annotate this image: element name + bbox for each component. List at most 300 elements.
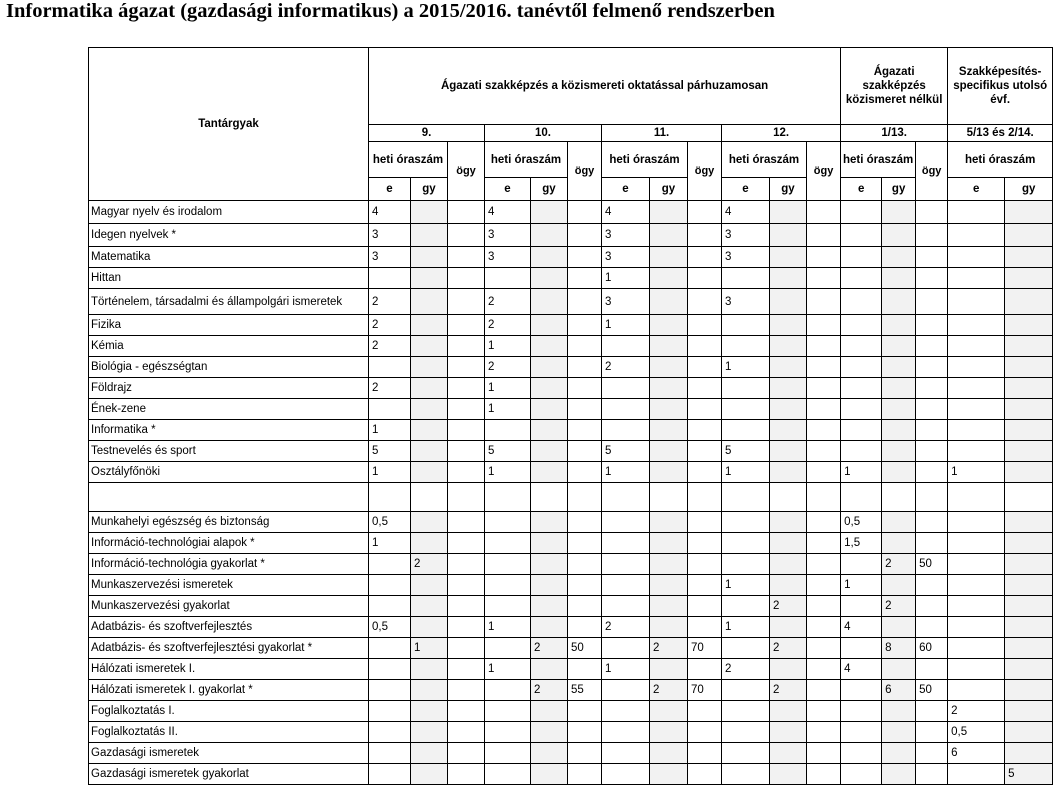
hours-cell: 3 (485, 224, 531, 247)
hours-cell (531, 596, 568, 617)
theory-header: e (602, 178, 650, 201)
hours-cell (602, 575, 650, 596)
hours-cell (688, 512, 722, 533)
hours-cell (568, 483, 602, 512)
hours-cell (841, 224, 882, 247)
hours-cell (1005, 268, 1053, 289)
hours-cell: 6 (948, 743, 1005, 764)
hours-cell (688, 378, 722, 399)
hours-cell (411, 315, 448, 336)
summer-practice-header: ögy (807, 142, 841, 201)
hours-cell (882, 659, 916, 680)
hours-cell (568, 764, 602, 785)
hours-cell (650, 701, 688, 722)
hours-cell (722, 315, 770, 336)
hours-cell (807, 596, 841, 617)
hours-cell (807, 701, 841, 722)
hours-cell (916, 575, 948, 596)
hours-cell: 8 (882, 638, 916, 659)
hours-cell (602, 722, 650, 743)
hours-cell (722, 378, 770, 399)
hours-cell (448, 680, 485, 701)
hours-cell (882, 336, 916, 357)
hours-cell (807, 680, 841, 701)
hours-cell (1005, 722, 1053, 743)
hours-cell: 2 (485, 289, 531, 315)
hours-cell (770, 659, 807, 680)
hours-cell (807, 554, 841, 575)
hours-cell (882, 722, 916, 743)
hours-cell (882, 247, 916, 268)
hours-cell (882, 201, 916, 224)
hours-cell (448, 722, 485, 743)
curriculum-table (88, 47, 1053, 785)
hours-cell (841, 722, 882, 743)
hours-cell (448, 462, 485, 483)
hours-cell: 1 (948, 462, 1005, 483)
hours-cell: 2 (770, 680, 807, 701)
hours-cell (1005, 201, 1053, 224)
hours-cell (688, 201, 722, 224)
hours-cell (770, 483, 807, 512)
hours-cell: 2 (602, 617, 650, 638)
hours-cell (807, 201, 841, 224)
table-row (89, 575, 1053, 596)
hours-cell (568, 247, 602, 268)
subject-name: Kémia (89, 336, 369, 357)
hours-cell (602, 743, 650, 764)
hours-cell (770, 378, 807, 399)
hours-cell (1005, 378, 1053, 399)
subject-name: Információ-technológia gyakorlat * (89, 554, 369, 575)
hours-cell (411, 268, 448, 289)
hours-cell (531, 512, 568, 533)
hours-cell (688, 399, 722, 420)
hours-cell (1005, 575, 1053, 596)
hours-cell (411, 617, 448, 638)
hours-cell (1005, 743, 1053, 764)
practice-header: gy (411, 178, 448, 201)
table-row (89, 268, 1053, 289)
hours-cell (568, 722, 602, 743)
hours-cell (568, 701, 602, 722)
hours-cell (948, 638, 1005, 659)
hours-cell (1005, 357, 1053, 378)
hours-cell (568, 659, 602, 680)
hours-cell (688, 357, 722, 378)
hours-cell (722, 596, 770, 617)
hours-cell: 3 (722, 247, 770, 268)
hours-cell (650, 441, 688, 462)
hours-cell (568, 399, 602, 420)
hours-cell: 4 (722, 201, 770, 224)
hours-cell (411, 441, 448, 462)
table-row (89, 315, 1053, 336)
hours-cell (882, 743, 916, 764)
hours-cell (650, 378, 688, 399)
hours-cell: 2 (411, 554, 448, 575)
hours-cell (602, 554, 650, 575)
summer-practice-header: ögy (568, 142, 602, 201)
hours-cell (770, 336, 807, 357)
hours-cell (807, 224, 841, 247)
year-header: 5/13 és 2/14. (948, 125, 1053, 142)
hours-cell: 2 (602, 357, 650, 378)
hours-cell (770, 247, 807, 268)
hours-cell (916, 224, 948, 247)
hours-cell: 2 (770, 638, 807, 659)
hours-cell (650, 462, 688, 483)
hours-cell (568, 554, 602, 575)
hours-cell (770, 462, 807, 483)
hours-cell: 2 (485, 315, 531, 336)
hours-cell (650, 512, 688, 533)
hours-cell (688, 336, 722, 357)
hours-cell (568, 533, 602, 554)
hours-cell (841, 441, 882, 462)
hours-cell (411, 533, 448, 554)
hours-cell (770, 268, 807, 289)
hours-cell (531, 533, 568, 554)
hours-cell (948, 357, 1005, 378)
hours-cell (948, 659, 1005, 680)
hours-cell (916, 268, 948, 289)
hours-cell (916, 420, 948, 441)
year-header: 11. (602, 125, 722, 142)
weekly-hours-header: heti óraszám (602, 142, 688, 178)
hours-cell (948, 512, 1005, 533)
hours-cell: 5 (369, 441, 411, 462)
hours-cell: 1 (485, 462, 531, 483)
hours-cell (531, 247, 568, 268)
hours-cell: 1 (369, 533, 411, 554)
hours-cell: 50 (916, 680, 948, 701)
hours-cell (568, 743, 602, 764)
hours-cell (807, 462, 841, 483)
hours-cell (688, 247, 722, 268)
table-row (89, 420, 1053, 441)
hours-cell: 1 (722, 575, 770, 596)
hours-cell (650, 575, 688, 596)
hours-cell (722, 701, 770, 722)
summer-practice-header: ögy (916, 142, 948, 201)
hours-cell (1005, 596, 1053, 617)
table-row (89, 336, 1053, 357)
hours-cell: 1 (485, 378, 531, 399)
hours-cell: 2 (882, 554, 916, 575)
hours-cell (1005, 533, 1053, 554)
hours-cell (531, 701, 568, 722)
hours-cell (688, 462, 722, 483)
hours-cell (916, 315, 948, 336)
hours-cell (568, 512, 602, 533)
hours-cell (1005, 315, 1053, 336)
hours-cell (485, 420, 531, 441)
group-parallel-header: Ágazati szakképzés a közismereti oktatással párhuzamosan (369, 48, 841, 125)
table-row (89, 247, 1053, 268)
hours-cell (531, 420, 568, 441)
hours-cell (448, 289, 485, 315)
hours-cell (688, 289, 722, 315)
hours-cell (1005, 554, 1053, 575)
hours-cell (841, 399, 882, 420)
hours-cell (688, 659, 722, 680)
table-row (89, 483, 1053, 512)
hours-cell (882, 462, 916, 483)
hours-cell (770, 575, 807, 596)
hours-cell (1005, 512, 1053, 533)
hours-cell (568, 462, 602, 483)
table-row (89, 617, 1053, 638)
hours-cell (841, 554, 882, 575)
hours-cell (882, 617, 916, 638)
subject-name: Földrajz (89, 378, 369, 399)
hours-cell: 1 (602, 268, 650, 289)
hours-cell (916, 357, 948, 378)
hours-cell (948, 533, 1005, 554)
subject-name: Foglalkoztatás II. (89, 722, 369, 743)
hours-cell (650, 224, 688, 247)
hours-cell (531, 575, 568, 596)
hours-cell: 1 (485, 617, 531, 638)
hours-cell (602, 701, 650, 722)
table-row (89, 224, 1053, 247)
hours-cell (568, 357, 602, 378)
hours-cell (411, 722, 448, 743)
table-row (89, 462, 1053, 483)
hours-cell (531, 201, 568, 224)
hours-cell (369, 483, 411, 512)
subject-name: Információ-technológiai alapok * (89, 533, 369, 554)
hours-cell (369, 722, 411, 743)
hours-cell (916, 483, 948, 512)
hours-cell (916, 289, 948, 315)
hours-cell (369, 554, 411, 575)
hours-cell: 70 (688, 680, 722, 701)
hours-cell (602, 378, 650, 399)
hours-cell (448, 357, 485, 378)
hours-cell (650, 315, 688, 336)
hours-cell (485, 533, 531, 554)
hours-cell (411, 224, 448, 247)
hours-cell (770, 224, 807, 247)
hours-cell (948, 575, 1005, 596)
hours-cell (722, 743, 770, 764)
hours-cell (411, 764, 448, 785)
subject-name: Munkahelyi egészség és biztonság (89, 512, 369, 533)
hours-cell (882, 441, 916, 462)
hours-cell (1005, 399, 1053, 420)
hours-cell: 2 (531, 680, 568, 701)
subject-name: Hálózati ismeretek I. gyakorlat * (89, 680, 369, 701)
subject-name: Osztályfőnöki (89, 462, 369, 483)
hours-cell (1005, 462, 1053, 483)
hours-cell (369, 659, 411, 680)
hours-cell (916, 462, 948, 483)
hours-cell: 2 (369, 378, 411, 399)
hours-cell (882, 378, 916, 399)
hours-cell (531, 462, 568, 483)
practice-header: gy (531, 178, 568, 201)
hours-cell (369, 357, 411, 378)
hours-cell: 3 (602, 224, 650, 247)
hours-cell (1005, 336, 1053, 357)
hours-cell: 1 (411, 638, 448, 659)
hours-cell (916, 399, 948, 420)
hours-cell (807, 378, 841, 399)
subject-name: Magyar nyelv és irodalom (89, 201, 369, 224)
hours-cell: 3 (722, 289, 770, 315)
hours-cell (948, 224, 1005, 247)
hours-cell (807, 743, 841, 764)
hours-cell (650, 722, 688, 743)
hours-cell (948, 420, 1005, 441)
hours-cell: 1 (841, 462, 882, 483)
hours-cell (722, 680, 770, 701)
hours-cell (688, 483, 722, 512)
hours-cell: 2 (369, 289, 411, 315)
weekly-hours-header: heti óraszám (485, 142, 568, 178)
hours-cell (369, 638, 411, 659)
hours-cell (1005, 680, 1053, 701)
hours-cell (650, 596, 688, 617)
hours-cell (448, 554, 485, 575)
hours-cell: 1,5 (841, 533, 882, 554)
hours-cell (1005, 638, 1053, 659)
hours-cell: 2 (948, 701, 1005, 722)
hours-cell (485, 512, 531, 533)
hours-cell (531, 617, 568, 638)
hours-cell (770, 201, 807, 224)
hours-cell (882, 268, 916, 289)
hours-cell (807, 575, 841, 596)
hours-cell (688, 722, 722, 743)
hours-cell (688, 420, 722, 441)
hours-cell: 3 (602, 247, 650, 268)
hours-cell (448, 596, 485, 617)
table-row (89, 289, 1053, 315)
hours-cell (485, 722, 531, 743)
hours-cell (448, 247, 485, 268)
hours-cell (602, 399, 650, 420)
page-title: Informatika ágazat (gazdasági informatikus) a 2015/2016. tanévtől felmenő rendszerben (6, 0, 775, 22)
hours-cell (882, 399, 916, 420)
hours-cell: 4 (602, 201, 650, 224)
hours-cell (531, 722, 568, 743)
hours-cell (448, 638, 485, 659)
hours-cell: 3 (602, 289, 650, 315)
hours-cell (841, 268, 882, 289)
hours-cell (948, 336, 1005, 357)
hours-cell (411, 399, 448, 420)
hours-cell (688, 701, 722, 722)
hours-cell (841, 315, 882, 336)
hours-cell (807, 638, 841, 659)
hours-cell (841, 743, 882, 764)
hours-cell (568, 420, 602, 441)
hours-cell: 1 (602, 659, 650, 680)
table-row (89, 722, 1053, 743)
hours-cell (948, 268, 1005, 289)
subject-name: Gazdasági ismeretek gyakorlat (89, 764, 369, 785)
hours-cell (722, 533, 770, 554)
hours-cell (568, 617, 602, 638)
hours-cell (650, 289, 688, 315)
hours-cell (770, 315, 807, 336)
hours-cell (916, 743, 948, 764)
hours-cell (531, 315, 568, 336)
hours-cell (411, 743, 448, 764)
hours-cell (807, 617, 841, 638)
hours-cell (841, 247, 882, 268)
hours-cell (688, 596, 722, 617)
table-row (89, 659, 1053, 680)
hours-cell (531, 336, 568, 357)
table-row (89, 201, 1053, 224)
hours-cell (948, 596, 1005, 617)
hours-cell (688, 315, 722, 336)
hours-cell (722, 268, 770, 289)
hours-cell (1005, 617, 1053, 638)
subject-name: Informatika * (89, 420, 369, 441)
hours-cell (1005, 701, 1053, 722)
hours-cell (807, 722, 841, 743)
hours-cell (485, 575, 531, 596)
table-row (89, 441, 1053, 462)
summer-practice-header: ögy (688, 142, 722, 201)
hours-cell (770, 420, 807, 441)
hours-cell (1005, 659, 1053, 680)
hours-cell (948, 399, 1005, 420)
hours-cell (448, 743, 485, 764)
hours-cell: 4 (841, 659, 882, 680)
year-header: 12. (722, 125, 841, 142)
hours-cell (650, 533, 688, 554)
hours-cell (722, 336, 770, 357)
hours-cell: 0,5 (841, 512, 882, 533)
practice-header: gy (882, 178, 916, 201)
hours-cell: 50 (568, 638, 602, 659)
hours-cell: 1 (722, 357, 770, 378)
hours-cell (770, 701, 807, 722)
hours-cell (841, 336, 882, 357)
hours-cell (688, 764, 722, 785)
hours-cell: 2 (882, 596, 916, 617)
weekly-hours-header: heti óraszám (841, 142, 916, 178)
table-row (89, 764, 1053, 785)
hours-cell (916, 378, 948, 399)
hours-cell (688, 533, 722, 554)
hours-cell (485, 596, 531, 617)
hours-cell (916, 701, 948, 722)
hours-cell (1005, 224, 1053, 247)
subject-name: Biológia - egészségtan (89, 357, 369, 378)
hours-cell (411, 201, 448, 224)
hours-cell (807, 247, 841, 268)
hours-cell (770, 399, 807, 420)
subject-name: Matematika (89, 247, 369, 268)
hours-cell (369, 701, 411, 722)
hours-cell (1005, 420, 1053, 441)
hours-cell (841, 596, 882, 617)
hours-cell (602, 680, 650, 701)
hours-cell (369, 575, 411, 596)
hours-cell (688, 617, 722, 638)
hours-cell (411, 575, 448, 596)
hours-cell (722, 420, 770, 441)
hours-cell: 2 (770, 596, 807, 617)
hours-cell: 5 (602, 441, 650, 462)
